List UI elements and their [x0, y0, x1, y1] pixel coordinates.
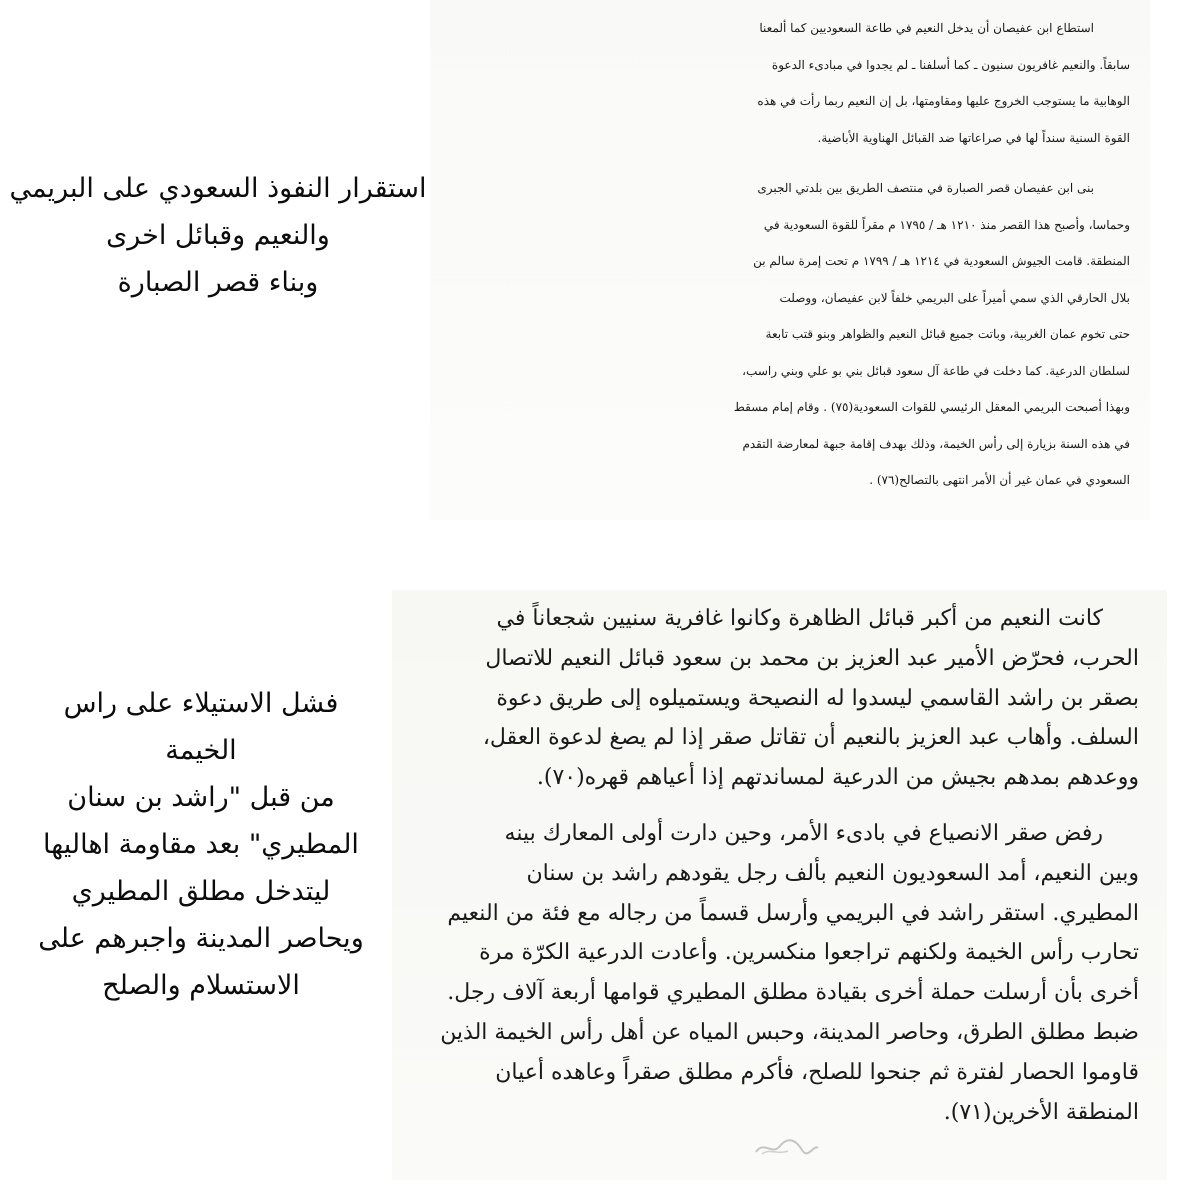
caption-line: من قبل "راشد بن سنان [67, 782, 335, 813]
caption-line: الاستسلام والصلح [102, 970, 300, 1001]
text-line: المنطقة. قامت الجيوش السعودية في ١٢١٤ هـ / ١٧٩٩ م تحت إمرة سالم بن [753, 254, 1130, 268]
caption-line: فشل الاستيلاء على راس [63, 688, 339, 719]
text-line: ووعدهم بمدهم بجيش من الدرعية لمساندتهم إذا أعياهم قهره(٧٠). [536, 765, 1139, 791]
caption-line: والنعيم وقبائل اخرى [106, 220, 330, 251]
paragraph [430, 10, 1150, 156]
text-line: بنى ابن عفيصان قصر الصبارة في منتصف الطريق بين بلدتي الجبرى [757, 181, 1094, 195]
caption-line: وبناء قصر الصبارة [117, 267, 319, 298]
caption-line: الخيمة [165, 735, 237, 766]
caption-line: ليتدخل مطلق المطيري [71, 876, 331, 907]
scanned-excerpt-2 [392, 590, 1167, 1180]
section2-caption [20, 680, 382, 1009]
section1-caption [8, 165, 428, 306]
text-line: الوهابية ما يستوجب الخروج عليها ومقاومتها، بل إن النعيم ربما رأت في هذه [757, 94, 1130, 108]
caption-line: ويحاصر المدينة واجبرهم على [38, 923, 364, 954]
text-line: ضبط مطلق الطرق، وحاصر المدينة، وحبس المياه عن أهل رأس الخيمة الذين [440, 1019, 1139, 1045]
text-line: كانت النعيم من أكبر قبائل الظاهرة وكانوا غافرية سنيين شجعاناً في [496, 606, 1103, 631]
text-line: وبهذا أصبحت البريمي المعقل الرئيسي للقوات السعودية(٧٥) . وقام إمام مسقط [733, 400, 1130, 414]
text-line: وحماسا، وأصبح هذا القصر منذ ١٢١٠ هـ / ١٧٩٥ م مقراً للقوة السعودية في [763, 217, 1130, 232]
text-line: وبين النعيم، أمد السعوديون النعيم بألف رجل يقودهم راشد بن سنان [526, 860, 1139, 886]
text-line: السلف. وأهاب عبد العزيز بالنعيم أن تقاتل صقر إذا لم يصغ لدعوة العقل، [482, 725, 1139, 751]
text-line: الحرب، فحرّض الأمير عبد العزيز بن محمد بن سعود قبائل النعيم للاتصال [485, 645, 1139, 671]
paragraph [392, 599, 1167, 798]
text-line: أخرى بأن أرسلت حملة أخرى بقيادة مطلق المطيري قوامها أربعة آلاف رجل. [447, 980, 1139, 1006]
text-line: المنطقة الأخرين(٧١). [943, 1099, 1139, 1125]
text-line: القوة السنية سنداً لها في صراعاتها ضد القبائل الهناوية الأباضية. [817, 130, 1130, 145]
paragraph [430, 170, 1150, 499]
text-line: استطاع ابن عفيصان أن يدخل النعيم في طاعة السعوديين كما ألمعنا [759, 21, 1094, 35]
text-line: المطيري. استقر راشد في البريمي وأرسل قسماً من رجاله مع فئة من النعيم [447, 900, 1139, 926]
scanned-excerpt-1 [430, 0, 1150, 520]
text-line: السعودي في عمان غير أن الأمر انتهى بالتصالح(٧٦) . [869, 473, 1130, 487]
text-line: سابقاً. والنعيم غافريون سنيون ـ كما أسلفنا ـ لم يجدوا في مبادىء الدعوة [771, 57, 1130, 72]
paragraph [392, 814, 1167, 1132]
text-line: في هذه السنة بزيارة إلى رأس الخيمة، وذلك بهدف إقامة جبهة لمعارضة التقدم [742, 436, 1130, 451]
text-line: لسلطان الدرعية. كما دخلت في طاعة آل سعود قبائل بني بو علي وبني راسب، [742, 363, 1130, 378]
text-line: تحارب رأس الخيمة ولكنهم تراجعوا منكسرين. وأعادت الدرعية الكرّة مرة [479, 940, 1139, 966]
ink-smudge-icon [752, 1136, 822, 1158]
text-line: رفض صقر الانصياع في بادىء الأمر، وحين دارت أولى المعارك بينه [504, 820, 1103, 846]
text-line: بصقر بن راشد القاسمي ليسدوا له النصيحة ويستميلوه إلى طريق دعوة [496, 685, 1139, 711]
text-line: بلال الحارقي الذي سمي أميراً على البريمي خلفاً لابن عفيصان، ووصلت [779, 290, 1130, 305]
caption-line: استقرار النفوذ السعودي على البريمي [9, 173, 427, 204]
caption-line: المطيري" بعد مقاومة اهاليها [43, 829, 359, 860]
text-line: حتى تخوم عمان الغربية، وباتت جميع قبائل النعيم والظواهر وبنو قتب تابعة [765, 327, 1130, 341]
text-line: قاوموا الحصار لفترة ثم جنحوا للصلح، فأكرم مطلق صقراً وعاهده أعيان [495, 1059, 1139, 1085]
